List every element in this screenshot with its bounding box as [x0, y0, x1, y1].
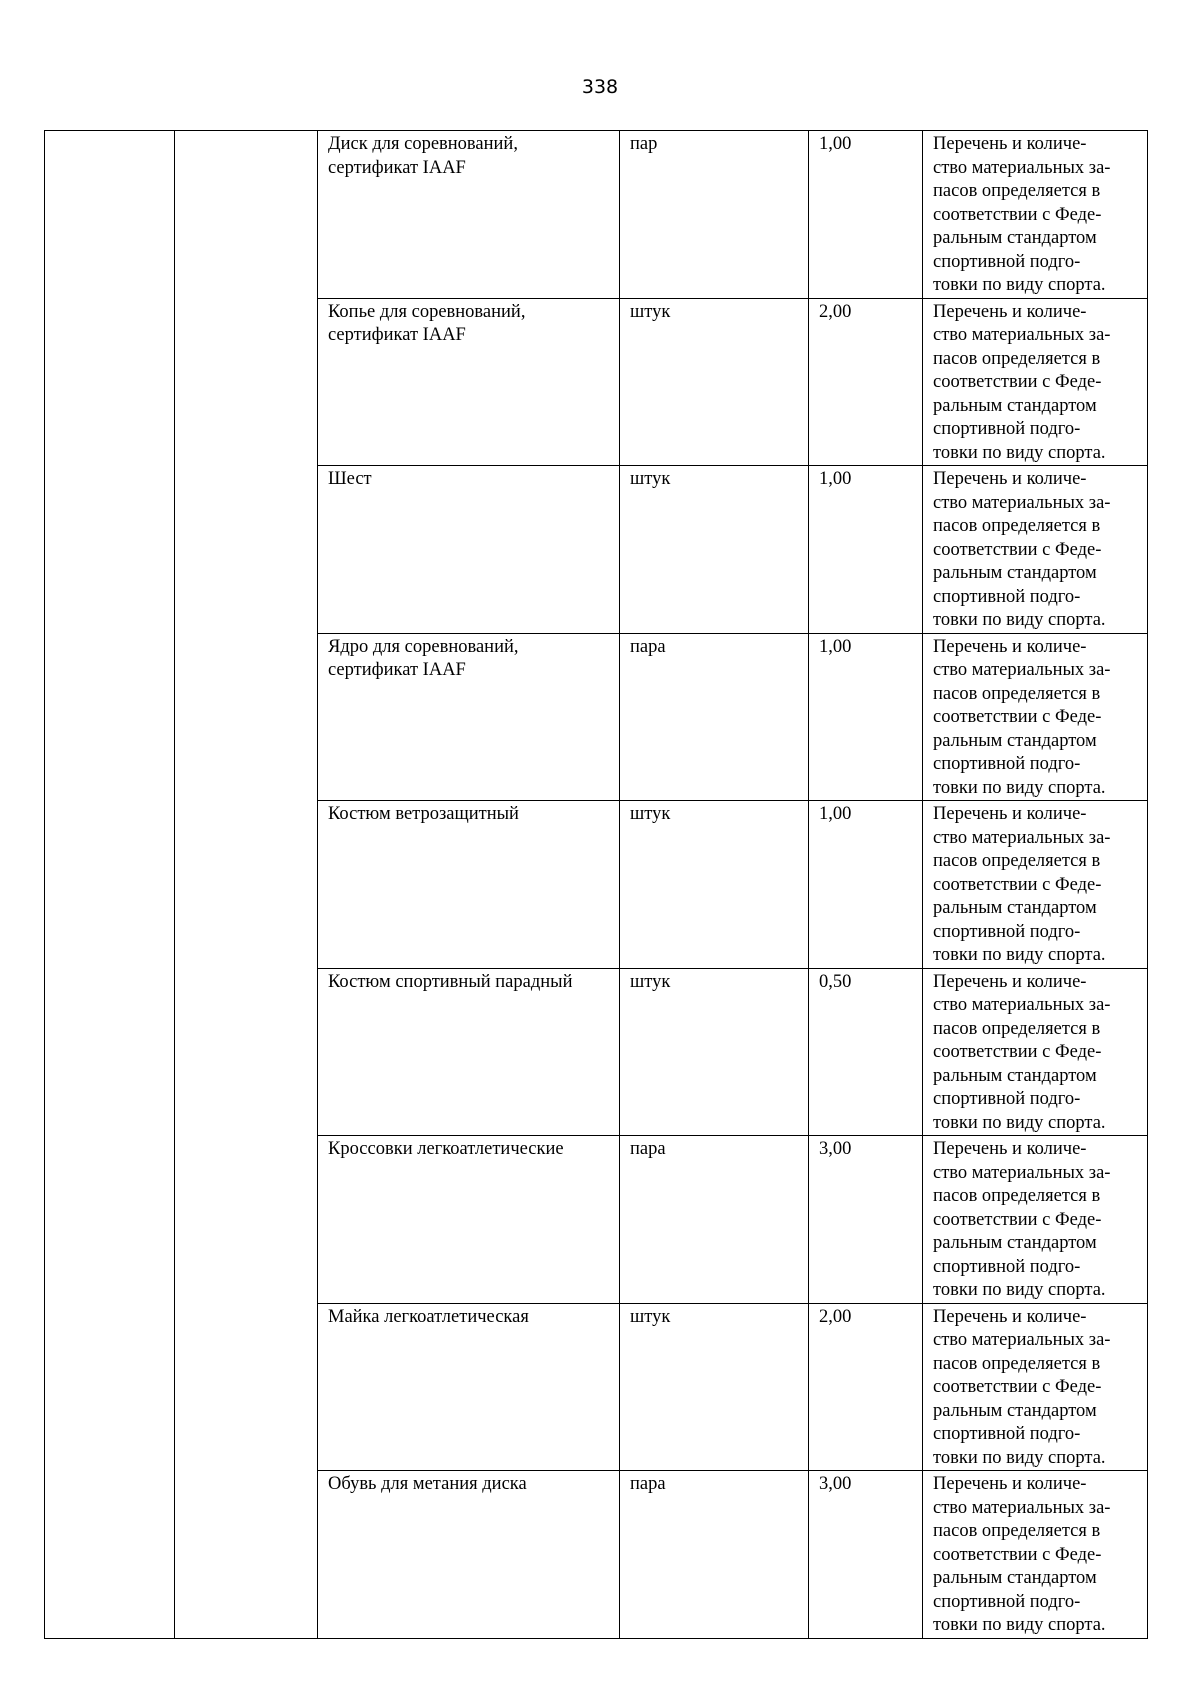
unit-cell: штук [620, 466, 809, 634]
note-line: соответствии с Феде- [933, 1209, 1102, 1230]
note-line: ральным стандартом [933, 898, 1097, 918]
note-line: Перечень и количе- [933, 1139, 1087, 1159]
note-line: ральным стандартом [933, 563, 1097, 583]
note-line: товки по виду спорта. [933, 1615, 1106, 1635]
note-line: товки по виду спорта. [933, 275, 1106, 295]
note-line: пасов определяется в [933, 683, 1101, 704]
note-line: спортивной подго- [933, 1089, 1081, 1109]
quantity-cell: 2,00 [809, 298, 923, 466]
quantity-cell: 1,00 [809, 801, 923, 969]
note-line: соответствии с Феде- [933, 707, 1102, 727]
note-cell [923, 801, 1148, 969]
note-line: ральным стандартом [933, 1065, 1097, 1086]
unit-cell: штук [620, 968, 809, 1136]
note-line: спортивной подго- [933, 1424, 1081, 1444]
note-line: пасов определяется в [933, 516, 1101, 536]
quantity-cell: 3,00 [809, 1471, 923, 1639]
note-line: товки по виду спорта. [933, 610, 1106, 630]
note-line: ральным стандартом [933, 395, 1097, 416]
note-line: соответствии с Феде- [933, 539, 1102, 560]
note-cell [923, 1136, 1148, 1304]
item-name-cell: Копье для соревнований, сертификат IAAF [318, 298, 620, 466]
note-line: пасов определяется в [933, 1018, 1101, 1039]
quantity-cell: 0,50 [809, 968, 923, 1136]
table-body [45, 131, 1148, 1639]
item-name-cell: Майка легкоатлетическая [318, 1303, 620, 1471]
note-line: соответствии с Феде- [933, 1042, 1102, 1062]
note-line: Перечень и количе- [933, 469, 1087, 489]
empty-cell-col1 [45, 131, 175, 1639]
note-line: ство материальных за- [933, 1497, 1111, 1518]
note-line: пасов определяется в [933, 1521, 1101, 1541]
note-line: ство материальных за- [933, 1162, 1111, 1183]
item-name-cell: Шест [318, 466, 620, 634]
unit-cell: пар [620, 131, 809, 299]
note-line: соответствии с Феде- [933, 1544, 1102, 1565]
note-line: спортивной подго- [933, 586, 1081, 607]
note-line: ство материальных за- [933, 995, 1111, 1015]
note-line: ральным стандартом [933, 1233, 1097, 1253]
note-line: товки по виду спорта. [933, 442, 1106, 463]
note-line: ство материальных за- [933, 660, 1111, 680]
unit-cell: пара [620, 633, 809, 801]
note-line: спортивной подго- [933, 419, 1081, 439]
note-line: Перечень и количе- [933, 301, 1087, 322]
unit-cell: штук [620, 1303, 809, 1471]
note-line: ральным стандартом [933, 730, 1097, 751]
note-line: товки по виду спорта. [933, 1280, 1106, 1300]
page-number: 338 [581, 76, 619, 98]
note-line: соответствии с Феде- [933, 1377, 1102, 1397]
note-line: ральным стандартом [933, 1400, 1097, 1421]
item-name-cell: Диск для соревнований, сертификат IAAF [318, 131, 620, 299]
note-line: пасов определяется в [933, 181, 1101, 201]
unit-cell: пара [620, 1471, 809, 1639]
note-cell [923, 968, 1148, 1136]
note-line: ство материальных за- [933, 325, 1111, 345]
empty-cell-col2 [175, 131, 318, 1639]
note-line: спортивной подго- [933, 754, 1081, 774]
note-line: пасов определяется в [933, 348, 1101, 369]
table-row [45, 131, 1148, 299]
note-line: спортивной подго- [933, 251, 1081, 272]
note-line: товки по виду спорта. [933, 1447, 1106, 1468]
note-line: спортивной подго- [933, 1256, 1081, 1277]
note-cell [923, 633, 1148, 801]
note-cell [923, 1471, 1148, 1639]
note-line: Перечень и количе- [933, 1306, 1087, 1327]
item-name-cell: Ядро для соревнований, сертификат IAAF [318, 633, 620, 801]
note-line: Перечень и количе- [933, 636, 1087, 657]
note-cell [923, 131, 1148, 299]
note-line: соответствии с Феде- [933, 372, 1102, 392]
note-line: ство материальных за- [933, 827, 1111, 848]
note-line: ство материальных за- [933, 492, 1111, 513]
note-line: соответствии с Феде- [933, 874, 1102, 895]
quantity-cell: 3,00 [809, 1136, 923, 1304]
note-cell [923, 1303, 1148, 1471]
note-line: спортивной подго- [933, 1591, 1081, 1612]
item-name-cell: Костюм спортивный парадный [318, 968, 620, 1136]
note-line: Перечень и количе- [933, 134, 1087, 154]
unit-cell: штук [620, 298, 809, 466]
note-line: товки по виду спорта. [933, 1112, 1106, 1133]
note-line: Перечень и количе- [933, 1474, 1087, 1494]
unit-cell: штук [620, 801, 809, 969]
unit-cell: пара [620, 1136, 809, 1304]
note-line: пасов определяется в [933, 1353, 1101, 1374]
note-line: пасов определяется в [933, 1186, 1101, 1206]
note-line: ральным стандартом [933, 1568, 1097, 1588]
note-line: товки по виду спорта. [933, 777, 1106, 798]
item-name-cell: Кроссовки легкоатлетические [318, 1136, 620, 1304]
quantity-cell: 1,00 [809, 466, 923, 634]
note-line: ство материальных за- [933, 1330, 1111, 1350]
note-line: товки по виду спорта. [933, 945, 1106, 965]
note-line: Перечень и количе- [933, 804, 1087, 824]
item-name-cell: Костюм ветрозащитный [318, 801, 620, 969]
quantity-cell: 1,00 [809, 131, 923, 299]
note-cell [923, 298, 1148, 466]
item-name-cell: Обувь для метания диска [318, 1471, 620, 1639]
note-line: ство материальных за- [933, 157, 1111, 178]
quantity-cell: 1,00 [809, 633, 923, 801]
note-line: спортивной подго- [933, 921, 1081, 942]
note-line: Перечень и количе- [933, 971, 1087, 992]
note-line: пасов определяется в [933, 851, 1101, 871]
note-line: ральным стандартом [933, 228, 1097, 248]
equipment-table [44, 130, 1148, 1639]
note-cell [923, 466, 1148, 634]
note-line: соответствии с Феде- [933, 204, 1102, 225]
quantity-cell: 2,00 [809, 1303, 923, 1471]
